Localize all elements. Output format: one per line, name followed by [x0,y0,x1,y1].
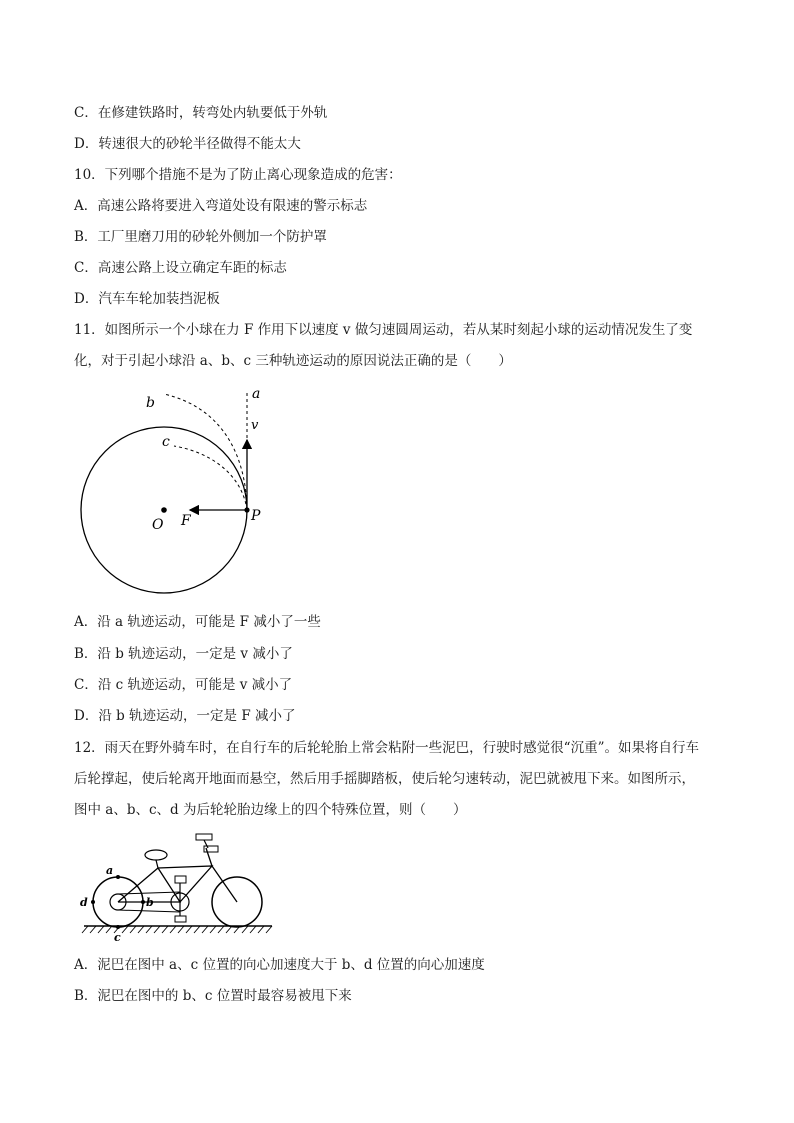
q9-option-d: D．转速很大的砂轮半径做得不能太大 [74,136,301,152]
q12-option-b: B．泥巴在图中的 b、c 位置时最容易被甩下来 [74,988,352,1004]
point-d [91,900,95,904]
q11-circular-motion-figure [70,382,290,602]
q10-stem: 10．下列哪个措施不是为了防止离心现象造成的危害： [74,167,402,183]
label-c: c [114,931,121,944]
label-a: a [252,386,261,402]
point-b [141,900,145,904]
pedal-bottom [175,916,186,922]
q12-bicycle-figure [76,826,276,946]
q11-option-a: A．沿 a 轨迹运动，可能是 F 减小了一些 [74,614,321,630]
label-c: c [162,434,170,450]
q12-stem-line2: 后轮撑起，使后轮离开地面而悬空，然后用手摇脚踏板，使后轮匀速转动，泥巴就被甩下来。如图所示， [74,771,695,787]
label-a: a [106,864,114,877]
point-c [116,925,120,929]
label-o: O [152,517,164,533]
q10-option-d: D．汽车车轮加装挡泥板 [74,291,220,307]
label-b: b [146,896,154,909]
q12-stem-line1: 12．雨天在野外骑车时，在自行车的后轮轮胎上常会粘附一些泥巴，行驶时感觉很“沉重”。如果将自行车 [74,740,699,756]
q12-stem-line3: 图中 a、b、c、d 为后轮轮胎边缘上的四个特殊位置，则（ ） [74,802,467,818]
q10-option-a: A．高速公路将要进入弯道处设有限速的警示标志 [74,198,368,214]
center-point [161,507,167,513]
q12-option-a: A．泥巴在图中 a、c 位置的向心加速度大于 b、d 位置的向心加速度 [74,957,485,973]
q10-option-c: C．高速公路上设立确定车距的标志 [74,260,287,276]
label-d: d [80,896,88,909]
label-v: v [251,418,259,433]
q11-option-d: D．沿 b 轨迹运动，一定是 F 减小了 [74,708,296,724]
point-a [116,875,120,879]
trajectory-c [174,446,247,510]
q11-stem-line2: 化，对于引起小球沿 a、b、c 三种轨迹运动的原因说法正确的是（ ） [74,353,512,369]
q9-option-c: C．在修建铁路时，转弯处内轨要低于外轨 [74,105,328,121]
trajectory-b [164,394,247,510]
handlebar [196,834,212,840]
label-b: b [146,395,155,411]
q11-stem-line1: 11．如图所示一个小球在力 F 作用下以速度 v 做匀速圆周运动，若从某时刻起小球的运动情况发生了变 [74,322,693,338]
q11-option-c: C．沿 c 轨迹运动，可能是 v 减小了 [74,677,293,693]
bike-seat [145,850,167,860]
ground-hatch [82,926,272,933]
q11-option-b: B．沿 b 轨迹运动，一定是 v 减小了 [74,646,293,662]
q10-option-b: B．工厂里磨刀用的砂轮外侧加一个防护罩 [74,229,327,245]
label-f: F [181,513,191,529]
label-p: P [251,508,261,524]
pedal-top [175,876,186,883]
